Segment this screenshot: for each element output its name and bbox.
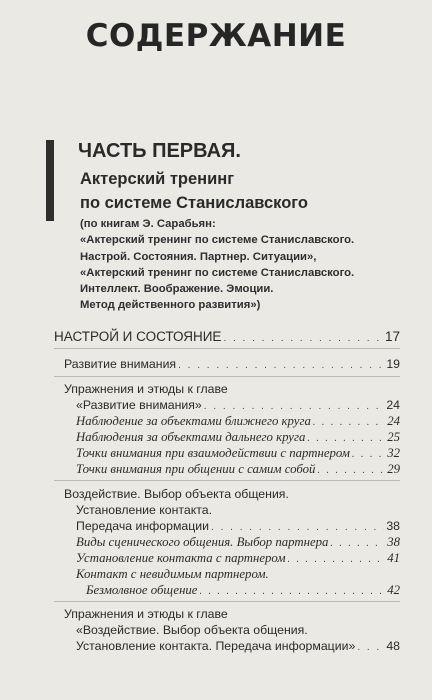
toc-entry-label: Установление контакта с партнером <box>76 551 286 565</box>
toc-subentry[interactable] <box>76 535 400 550</box>
leader-dots <box>313 417 385 428</box>
toc-page-number: 38 <box>386 519 400 533</box>
leader-dots <box>211 522 384 533</box>
toc-entry-label: Упражнения и этюды к главе <box>64 382 228 396</box>
toc-entry-label: «Развитие внимания» <box>76 398 202 412</box>
toc-page-number: 25 <box>387 430 400 444</box>
sources-line: «Актерский тренинг по системе Станиславского. <box>80 266 355 279</box>
toc-entry-label: Наблюдения за объектами дальнего круга <box>76 430 306 444</box>
leader-dots <box>317 465 385 476</box>
toc-entry-label: Точки внимания при взаимодействии с партнером <box>76 446 350 460</box>
toc-subentry[interactable] <box>86 583 400 598</box>
toc-page-number: 24 <box>386 398 400 412</box>
toc-page-number: 29 <box>387 462 400 476</box>
leader-dots <box>288 554 386 565</box>
toc-page-number: 38 <box>387 535 400 549</box>
toc-entry-label: Точки внимания при общении с самим собой <box>76 462 316 476</box>
sources-line: (по книгам Э. Сарабьян: <box>80 218 216 230</box>
toc-entry-exercises-impact[interactable] <box>76 639 400 653</box>
toc-entry-label: Контакт с невидимым партнером. <box>76 567 269 581</box>
toc-subentry[interactable] <box>76 414 400 429</box>
sources-line: Настрой. Состояния. Партнер. Ситуации», <box>80 250 317 263</box>
toc-subentry[interactable] <box>76 462 400 477</box>
leader-dots <box>204 401 385 412</box>
toc-page-number: 24 <box>387 414 400 428</box>
divider <box>54 348 400 349</box>
divider <box>54 376 400 377</box>
part-subtitle-line: Актерский тренинг <box>80 170 235 188</box>
toc-entry-label: Упражнения и этюды к главе <box>64 607 228 621</box>
toc-entry-impact[interactable] <box>76 519 400 533</box>
toc-page-number: 41 <box>387 551 400 565</box>
toc-page-number: 32 <box>387 446 400 460</box>
divider <box>54 480 400 481</box>
toc-entry-label: Безмолвное общение <box>86 583 198 597</box>
part-heading: ЧАСТЬ ПЕРВАЯ. <box>78 140 241 162</box>
toc-page-number: 48 <box>386 639 400 653</box>
divider <box>54 601 400 602</box>
toc-subentry[interactable] <box>76 551 400 566</box>
toc-entry-section[interactable] <box>54 329 400 344</box>
toc-entry-label: НАСТРОЙ И СОСТОЯНИЕ <box>54 329 222 344</box>
toc-entry-label: Воздействие. Выбор объекта общения. <box>64 487 289 501</box>
leader-dots <box>178 360 384 371</box>
toc-subentry[interactable] <box>76 430 400 445</box>
leader-dots <box>352 449 385 460</box>
leader-dots <box>223 333 383 344</box>
sources-line: Метод действенного развития») <box>80 299 261 312</box>
leader-dots <box>307 433 385 444</box>
leader-dots <box>357 642 384 653</box>
toc-entry-label: Установление контакта. <box>76 503 213 517</box>
toc-subentry[interactable] <box>76 446 400 461</box>
toc-page-number: 42 <box>387 583 400 597</box>
leader-dots <box>330 538 385 549</box>
part-subtitle-line: по системе Станиславского <box>80 194 309 212</box>
sources-line: Интеллект. Воображение. Эмоции. <box>80 283 274 296</box>
sources-line: «Актерский тренинг по системе Станиславского. <box>80 234 355 247</box>
toc-entry-exercises-attention[interactable] <box>76 398 400 412</box>
toc-entry-label: Передача информации <box>76 519 210 533</box>
toc-entry-label: Наблюдение за объектами ближнего круга <box>76 414 311 428</box>
toc-page-number: 19 <box>386 357 400 371</box>
toc-page-number: 17 <box>384 329 400 344</box>
toc-entry-label: Виды сценического общения. Выбор партнера <box>76 535 329 549</box>
toc-entry-label: «Воздействие. Выбор объекта общения. <box>76 623 308 637</box>
leader-dots <box>200 586 386 597</box>
page-title: СОДЕРЖАНИЕ <box>85 18 347 54</box>
toc-entry-label: Установление контакта. Передача информации» <box>76 639 356 653</box>
toc-entry-attention[interactable] <box>64 357 400 371</box>
toc-entry-label: Развитие внимания <box>64 357 177 371</box>
